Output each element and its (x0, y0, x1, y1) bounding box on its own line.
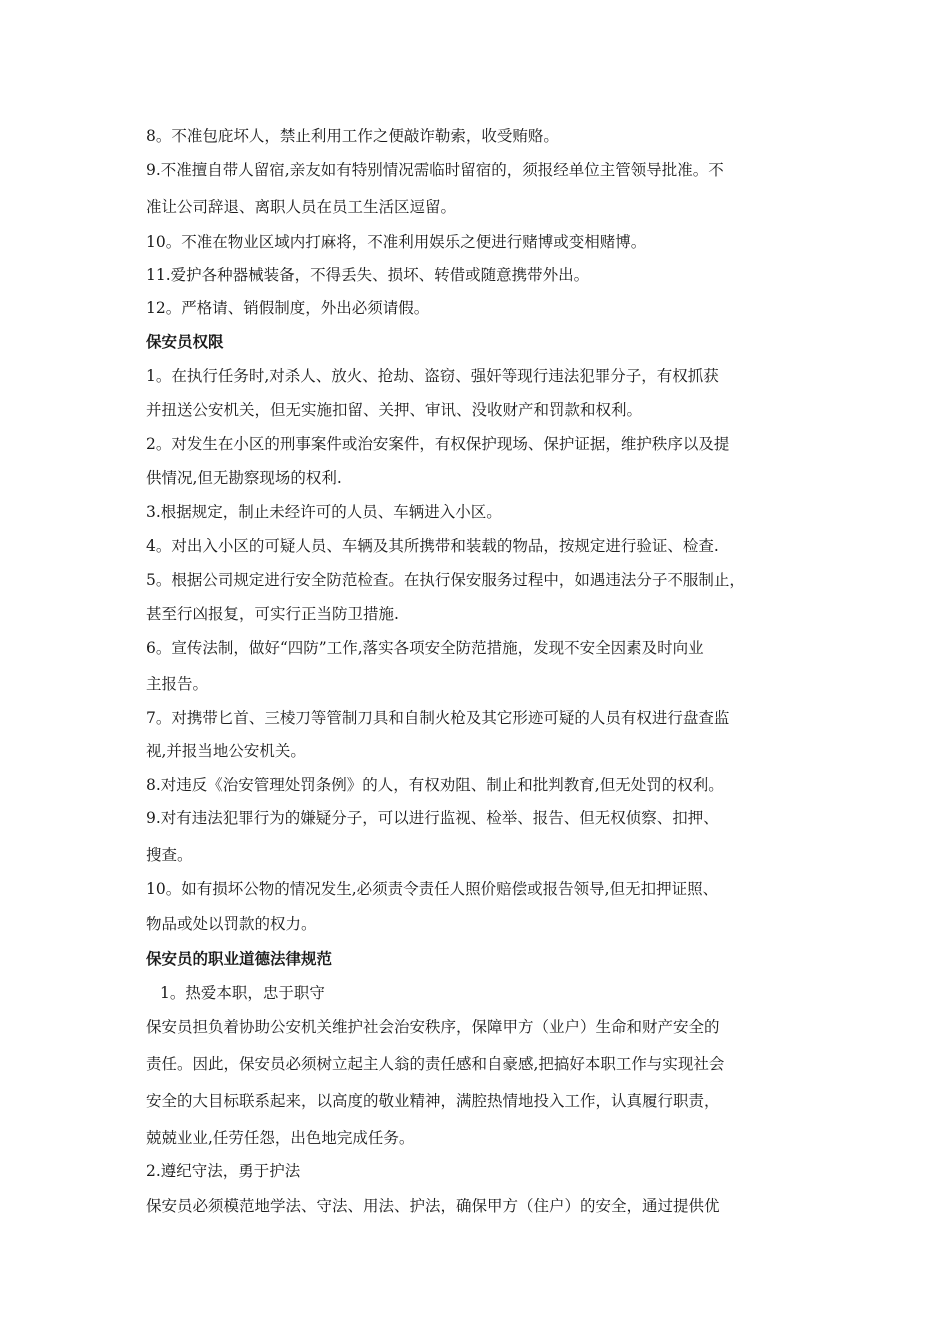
text-line: 10。不准在物业区域内打麻将，不准利用娱乐之便进行赌博或变相赌博。 (146, 233, 647, 251)
text-line: 物品或处以罚款的权力。 (146, 915, 317, 933)
section-heading: 保安员的职业道德法律规范 (146, 950, 333, 968)
text-line: 兢兢业业,任劳任怨，出色地完成任务。 (146, 1129, 415, 1147)
text-line: 9.对有违法犯罪行为的嫌疑分子，可以进行监视、检举、报告、但无权侦察、扣押、 (146, 809, 719, 827)
text-line: 9.不准擅自带人留宿,亲友如有特别情况需临时留宿的，须报经单位主管领导批准。不 (146, 161, 724, 179)
text-line: 1。在执行任务时,对杀人、放火、抢劫、盗窃、强奸等现行违法犯罪分子，有权抓获 (146, 367, 719, 385)
text-line: 准让公司辞退、离职人员在员工生活区逗留。 (146, 198, 457, 216)
text-line: 视,并报当地公安机关。 (146, 742, 306, 760)
text-line: 3.根据规定，制止未经许可的人员、车辆进入小区。 (146, 503, 502, 521)
text-line: 责任。因此，保安员必须树立起主人翁的责任感和自豪感,把搞好本职工作与实现社会 (146, 1055, 725, 1073)
text-line: 1。热爱本职，忠于职守 (160, 984, 325, 1002)
text-line: 10。如有损坏公物的情况发生,必须责令责任人照价赔偿或报告领导,但无扣押证照、 (146, 880, 719, 898)
text-line: 2.遵纪守法，勇于护法 (146, 1162, 301, 1180)
text-line: 5。根据公司规定进行安全防范检查。在执行保安服务过程中，如遇违法分子不服制止， (146, 571, 745, 589)
text-line: 6。宣传法制，做好“四防”工作,落实各项安全防范措施，发现不安全因素及时向业 (146, 639, 704, 657)
text-line: 11.爱护各种器械装备，不得丢失、损坏、转借或随意携带外出。 (146, 266, 590, 284)
section-heading: 保安员权限 (146, 333, 224, 351)
text-line: 甚至行凶报复，可实行正当防卫措施. (146, 605, 399, 623)
text-line: 主报告。 (146, 675, 209, 693)
text-line: 并扭送公安机关，但无实施扣留、关押、审讯、没收财产和罚款和权利。 (146, 401, 643, 419)
text-line: 搜查。 (146, 846, 193, 864)
text-line: 12。严格请、销假制度，外出必须请假。 (146, 299, 430, 317)
text-line: 安全的大目标联系起来，以高度的敬业精神，满腔热情地投入工作，认真履行职责， (146, 1092, 720, 1110)
text-line: 保安员必须模范地学法、守法、用法、护法，确保甲方（住户）的安全，通过提供优 (146, 1197, 720, 1215)
text-line: 8.对违反《治安管理处罚条例》的人，有权劝阻、制止和批判教育,但无处罚的权利。 (146, 776, 724, 794)
text-line: 7。对携带匕首、三棱刀等管制刀具和自制火枪及其它形迹可疑的人员有权进行盘查监 (146, 709, 730, 727)
text-line: 保安员担负着协助公安机关维护社会治安秩序，保障甲方（业户）生命和财产安全的 (146, 1018, 720, 1036)
text-line: 供情况,但无勘察现场的权利. (146, 469, 342, 487)
text-line: 4。对出入小区的可疑人员、车辆及其所携带和装载的物品，按规定进行验证、检查. (146, 537, 719, 555)
text-line: 2。对发生在小区的刑事案件或治安案件，有权保护现场、保护证据，维护秩序以及提 (146, 435, 730, 453)
text-line: 8。不准包庇坏人，禁止利用工作之便敲诈勒索，收受贿赂。 (146, 127, 559, 145)
